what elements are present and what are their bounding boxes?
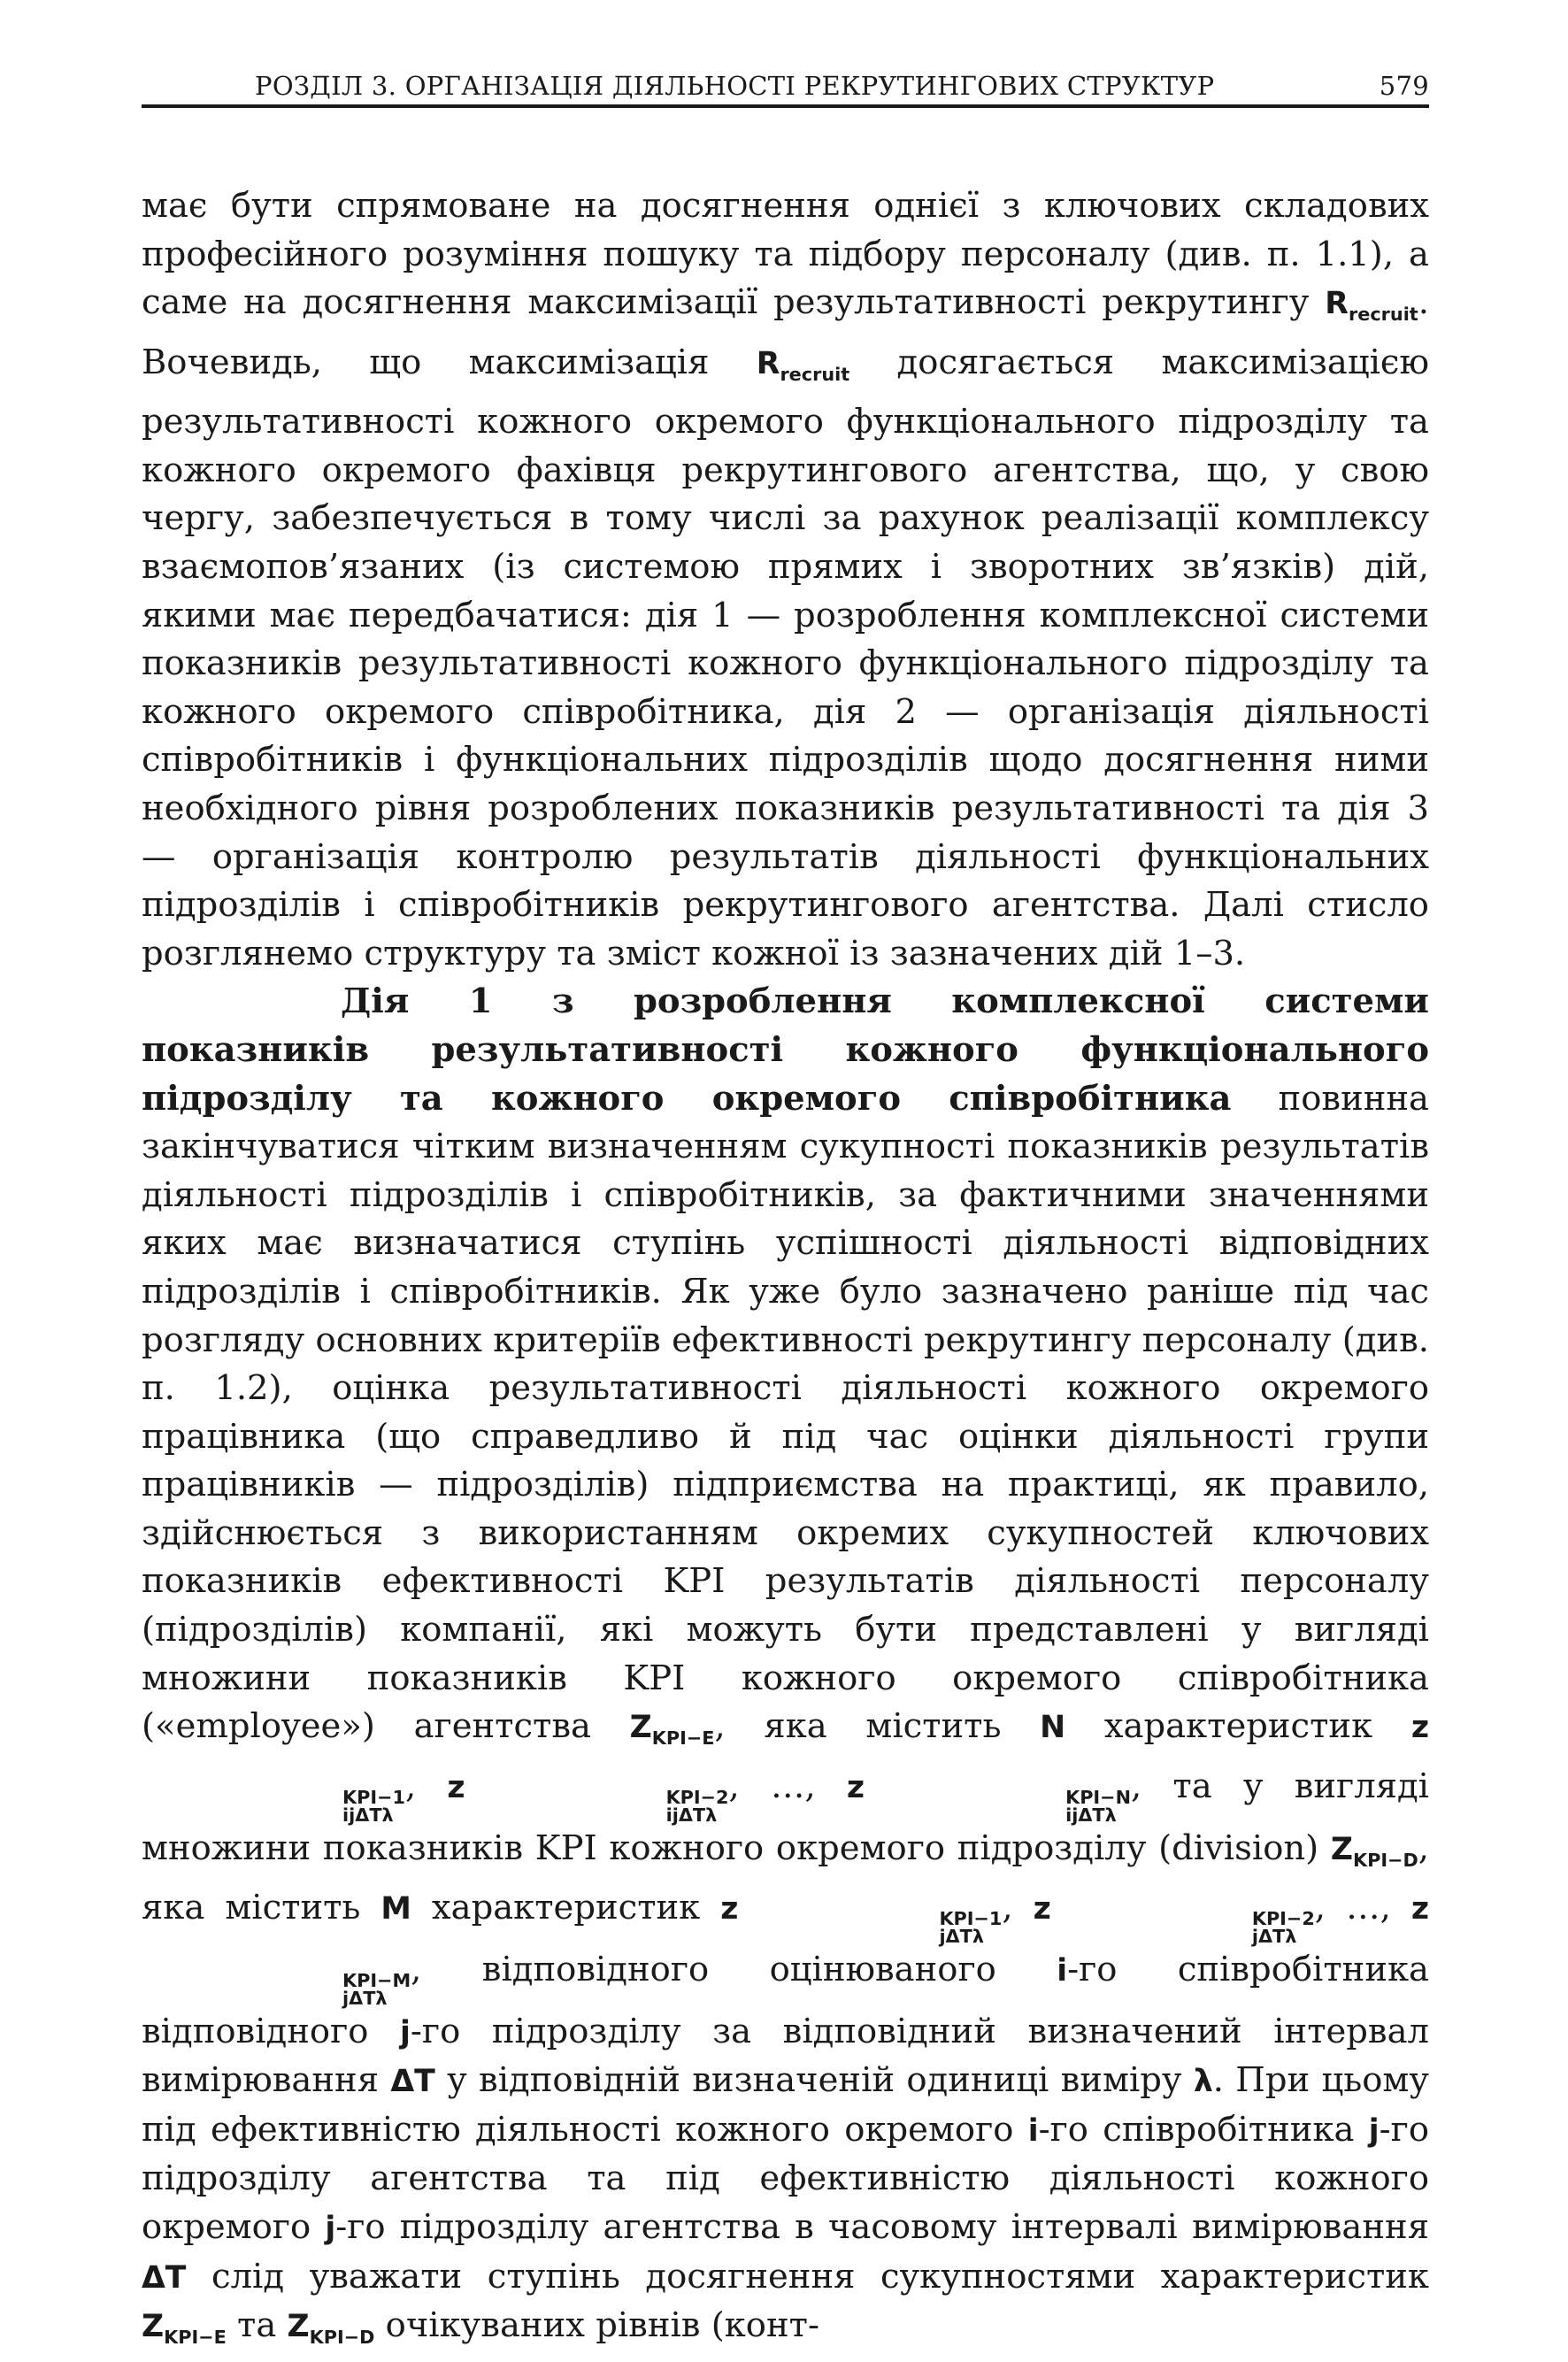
math-j: j bbox=[400, 2014, 411, 2050]
text-run: повинна закінчуватися чітким визначенням сукупності показників результатів діяльності підрозділів і співробітників, за фактичними значеннями яких має визначатися ступінь успішності діяльності відповідних підрозділів і співробітників. Як уже було зазначено раніше під час розгляду основних критеріїв ефективності рекрутингу персоналу (див. п. 1.2), оцінка результативності діяльності кожного окремого працівника (що справедливо й під час оцінки діяльності групи працівників — підрозділів) підприємства на практиці, як правило, здійснюється з використанням окремих сукупностей ключових показників ефективності KPI результатів діяльності персоналу (підрозділів) компанії, які можуть бути представлені у вигляді множини показників KPI кожного окремого співробітника («employee») агентства bbox=[142, 1078, 1430, 1747]
text-run: у відповідній визначеній одиниці виміру bbox=[434, 2060, 1194, 2101]
math-i: i bbox=[1027, 2112, 1039, 2149]
math-n: N bbox=[1040, 1710, 1066, 1746]
math-j: j bbox=[325, 2210, 336, 2246]
math-z-j-2: z KPI−2 jΔTλ bbox=[1033, 1891, 1315, 1948]
text-run: характеристик bbox=[411, 1888, 721, 1928]
text-run: -го співробітника відповідного bbox=[142, 1949, 1429, 2051]
text-run: . Вочевидь, що максимізація bbox=[142, 282, 1429, 382]
paragraph-lead-bold: Дія 1 з розроблення комплексної системи показників результативності кожного функціонального підрозділу та кожного окремого співробітника bbox=[142, 981, 1429, 1119]
page-number: 579 bbox=[1379, 71, 1429, 101]
text-run: , яка містить bbox=[142, 1827, 1429, 1928]
running-header-title: РОЗДІЛ 3. ОРГАНІЗАЦІЯ ДІЯЛЬНОСТІ РЕКРУТИНГОВИХ СТРУКТУР bbox=[255, 71, 1215, 101]
text-run: та bbox=[226, 2305, 288, 2346]
math-r-recruit: $R_{recruit}$ bbox=[1325, 286, 1418, 326]
math-delta-t: ΔT bbox=[142, 2259, 187, 2296]
math-delta-t: ΔT bbox=[390, 2064, 435, 2100]
text-run: має бути спрямоване на досягнення однієї з ключових складових професійного розуміння пошуку та підбору персоналу (див. п. 1.1), а саме на досягнення максимізації результативності рекрутингу bbox=[142, 186, 1429, 323]
text-run: слід уважати ступінь досягнення сукупностями характеристик bbox=[186, 2256, 1429, 2297]
text-run: очікуваних рівнів (конт- bbox=[374, 2305, 819, 2346]
text-run: -го підрозділу за відповідний визначений інтервал вимірювання bbox=[142, 2011, 1430, 2101]
math-j: j bbox=[1368, 2112, 1380, 2149]
paragraph-1 bbox=[142, 182, 1429, 978]
math-z-kpi-e: $Z_{KPI-E}$ bbox=[629, 1710, 715, 1750]
text-run: , яка містить bbox=[714, 1706, 1041, 1747]
running-header bbox=[142, 62, 1429, 106]
math-z-ij-n: z KPI−N ijΔTλ bbox=[846, 1769, 1131, 1826]
math-z-ij-2: z KPI−2 ijΔTλ bbox=[447, 1769, 729, 1826]
math-z-kpi-d: $Z_{KPI-D}$ bbox=[1330, 1831, 1418, 1871]
text-run: . При цьому під ефективністю діяльності кожного окремого bbox=[142, 2060, 1429, 2150]
text-run: , та у вигляді множини показників KPI кожного окремого підрозділу (division) bbox=[142, 1766, 1429, 1868]
math-z-kpi-e: $Z_{KPI-E}$ bbox=[142, 2309, 227, 2349]
math-lambda: λ bbox=[1193, 2064, 1213, 2100]
text-run: -го підрозділу агентства в часовому інтервалі вимірювання bbox=[335, 2206, 1429, 2247]
math-z-j-m: z KPI−M jΔTλ bbox=[342, 1891, 1430, 2009]
document-page bbox=[142, 0, 1430, 2349]
body-text bbox=[142, 182, 1429, 2362]
text-run: , відповідного оцінюваного bbox=[411, 1949, 1057, 1989]
text-run: досягається максимізацією результативності кожного окремого функціонального підрозділу та кожного окремого фахівця рекрутингового агентства, що, у свою чергу, забезпечується в тому числі за рахунок реалізації комплексу взаємопов’язаних (із системою прямих і зворотних зв’язків) дій, якими має передбачатися: дія 1 — розроблення комплексної системи показників результативності кожного функціонального підрозділу та кожного окремого співробітника, дія 2 — організація діяльності співробітників і функціональних підрозділів щодо досягнення ними необхідного рівня розроблених показників результативності та дія 3 — організація контролю результатів діяльності функціональних підрозділів і співробітників рекрутингового агентства. Далі стисло розглянемо структуру та зміст кожної із зазначених дій 1–3. bbox=[142, 342, 1429, 973]
math-r-recruit: $R_{recruit}$ bbox=[756, 345, 850, 385]
math-z-kpi-d: $Z_{KPI-D}$ bbox=[287, 2309, 375, 2349]
header-rule bbox=[142, 104, 1429, 108]
text-run: -го підрозділу агентства та під ефективністю діяльності кожного окремого bbox=[142, 2109, 1430, 2247]
text-run: характеристик bbox=[1065, 1706, 1411, 1747]
paragraph-2: Дія 1 з розроблення комплексної системи показників результативності кожного функціонального підрозділу та кожного окремого співробітника повинна закінчуватися чітким визначенням сукупності показників результатів діяльності підрозділів і співробітників, за фактичними значеннями яких має визначатися ступінь успішності діяльності відповідних підрозділів і співробітників. Як уже було зазначено раніше під час розгляду основних критеріїв ефективності рекрутингу персоналу (див. п. 1.2), оцінка результативності діяльності кожного окремого працівника (що справедливо й під час оцінки діяльності групи працівників — підрозділів) підприємства на практиці, як правило, здійснюється з використанням окремих сукупностей ключових показників ефективності KPI результатів діяльності персоналу (підрозділів) компанії, які можуть бути представлені у вигляді множини показників KPI кожного окремого співробітника («employee») агентства $Z_{KPI-E}$, яка містить N характеристик z KPI−1 ijΔTλ , z KPI−2 ijΔTλ , …, z KPI−N ijΔTλ , та у вигляді множини показників KPI кожного окремого підрозділу (division) $Z_{KPI-D}$, яка містить M характеристик z KPI−1 jΔTλ , z KPI−2 jΔTλ , …, z KPI−M jΔTλ , відповідного оцінюваного i-го співробітника відповідного j-го підрозділу за відповідний визначений інтервал вимірювання ΔT у відповідній визначеній одиниці виміру λ. При цьому під ефективністю діяльності кожного окремого i-го співробітника j-го підрозділу агентства та під ефективністю діяльності кожного окремого j-го підрозділу агентства в часовому інтервалі вимірювання ΔT слід уважати ступінь досягнення сукупностями характеристик $Z_{KPI-E}$ та $Z_{KPI-D}$ очікуваних рівнів (конт- bbox=[142, 981, 1430, 2349]
math-i: i bbox=[1057, 1952, 1068, 1989]
math-z-j-1: z KPI−1 jΔTλ bbox=[720, 1891, 1003, 1948]
math-z-ij-1: z KPI−1 ijΔTλ bbox=[342, 1710, 1429, 1826]
math-m: M bbox=[380, 1891, 411, 1927]
text-run: -го співробітника bbox=[1038, 2109, 1369, 2150]
